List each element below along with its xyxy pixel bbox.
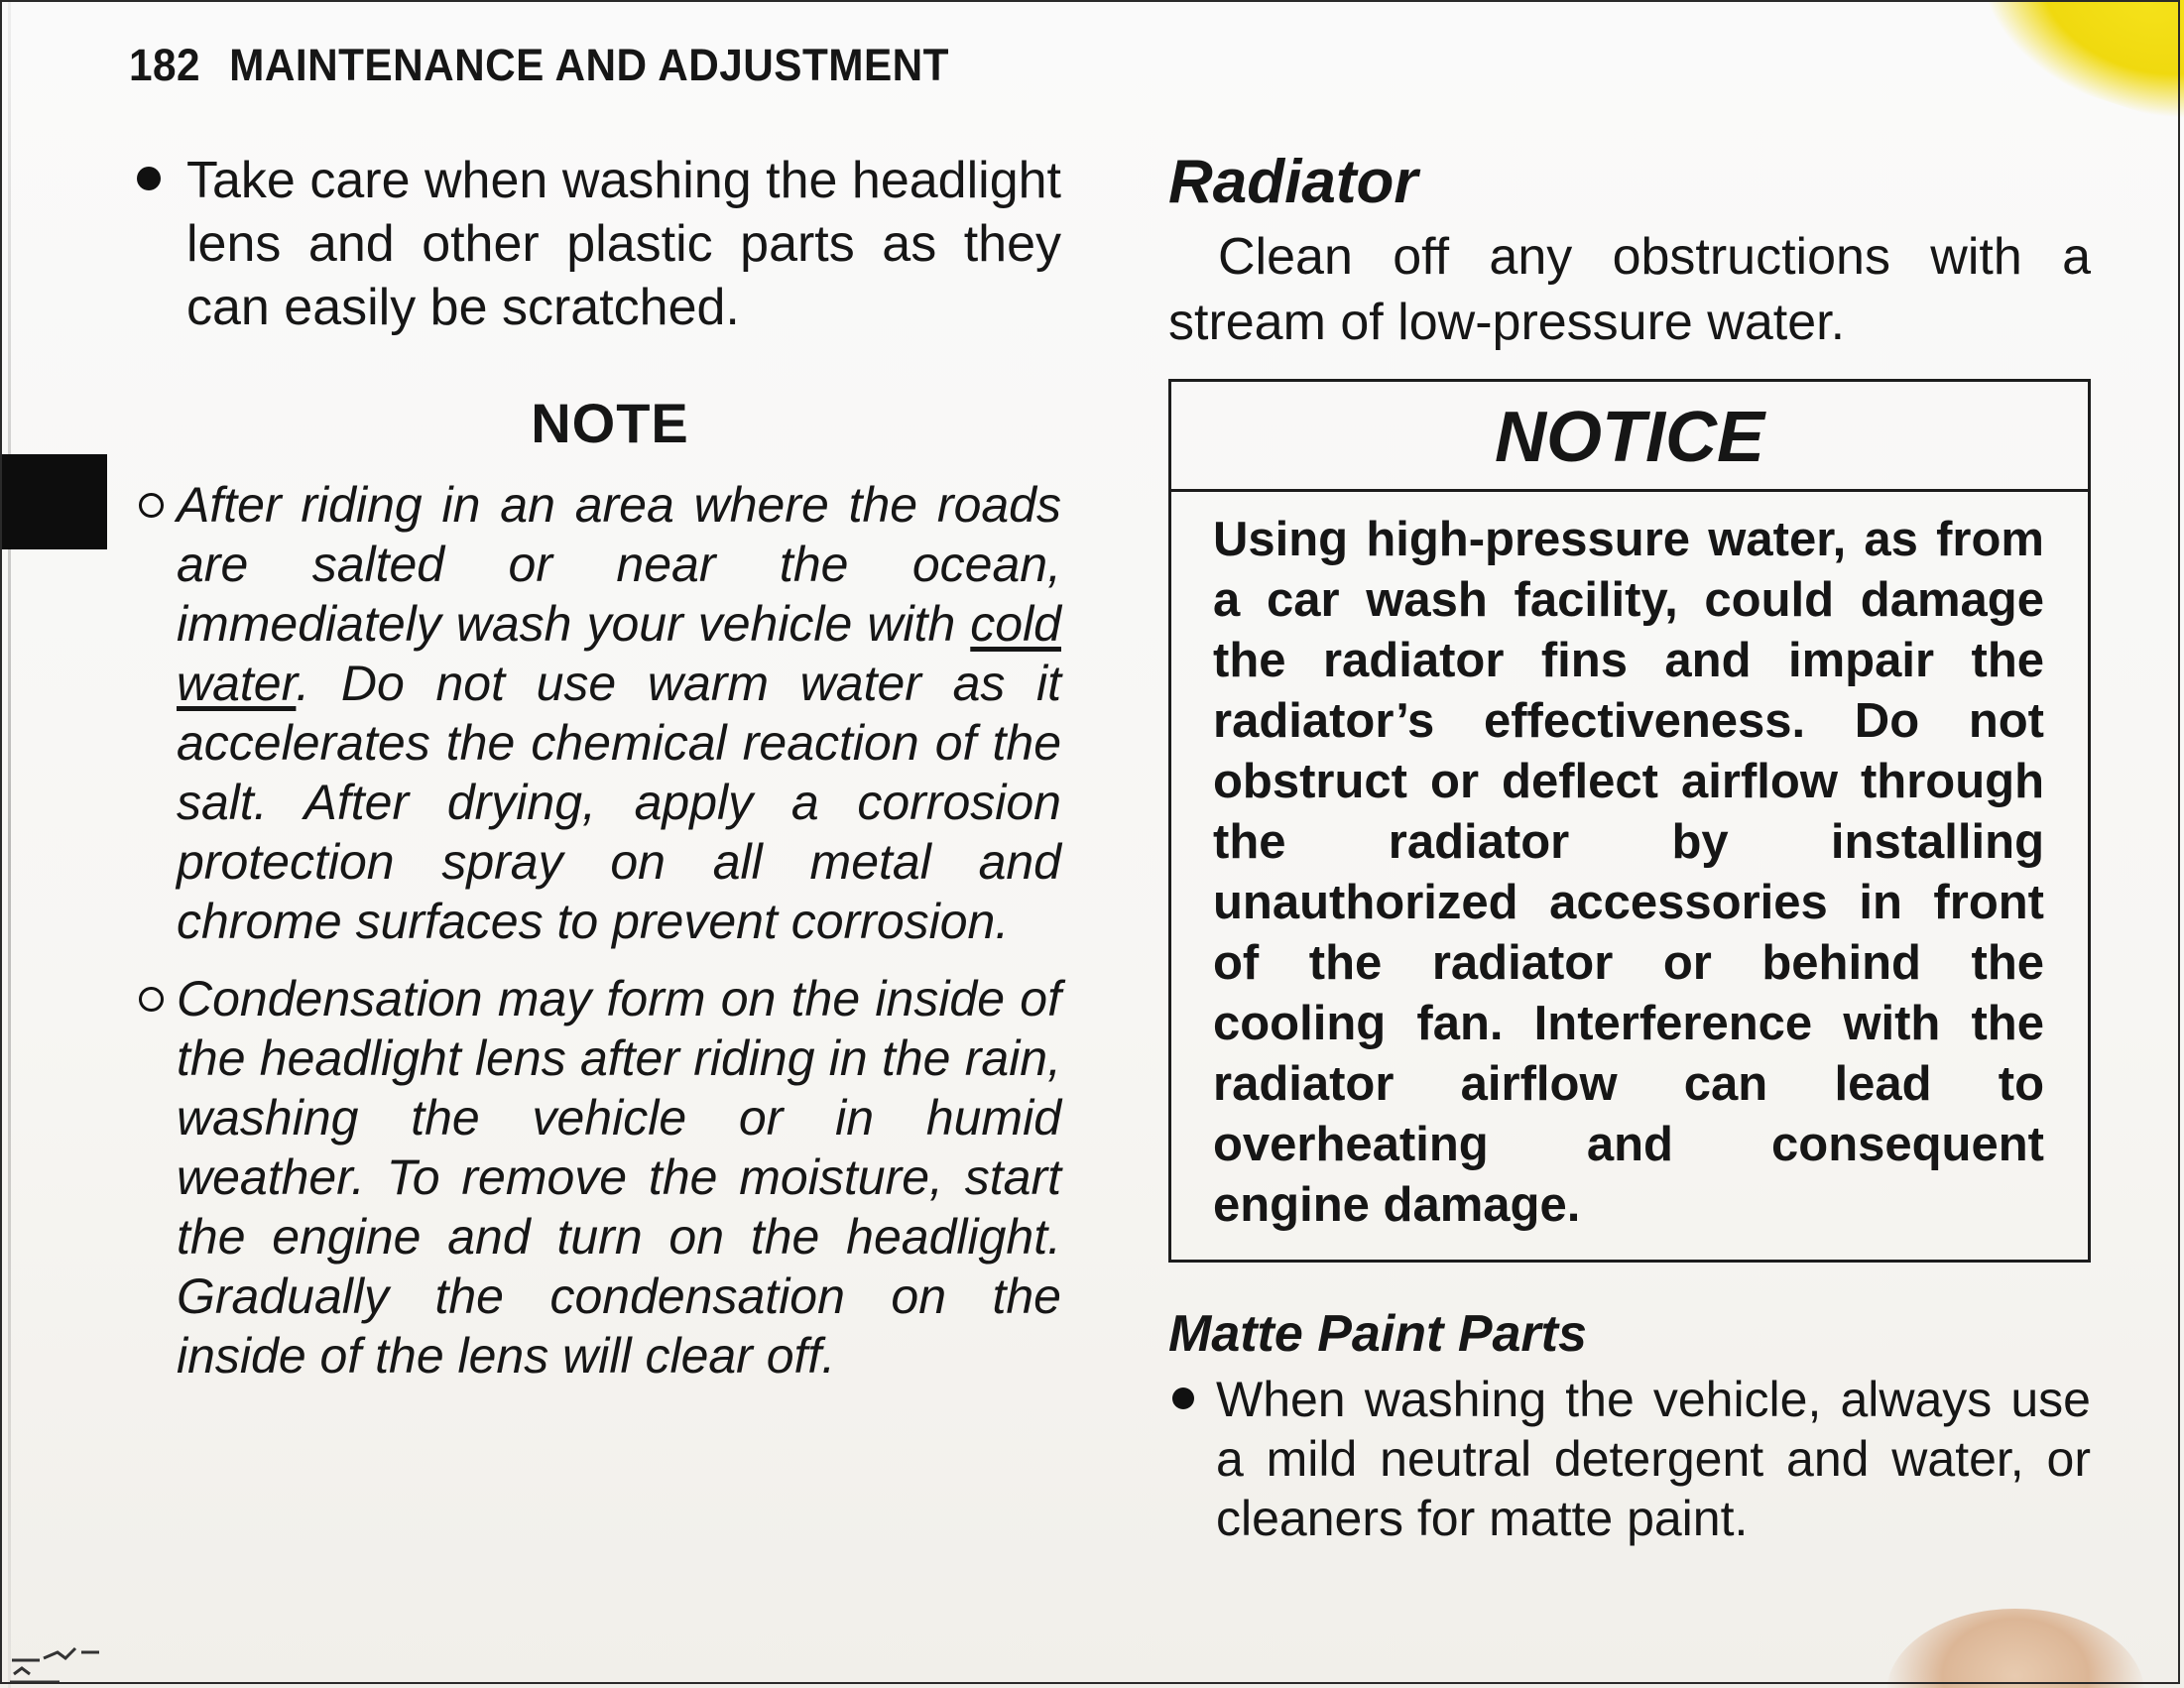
circle-bullet-icon <box>139 987 164 1012</box>
note-item-condensation <box>129 969 1061 1386</box>
left-column <box>129 149 1061 1386</box>
matte-paint-heading: Matte Paint Parts <box>1168 1305 1587 1363</box>
section-title: MAINTENANCE AND ADJUSTMENT <box>229 40 949 90</box>
radiator-text: Clean off any obstructions with a stream of low-pressure water. <box>1168 228 2091 351</box>
bullet-text: Take care when washing the headlight lens and other plastic parts as they can easily be scratched. <box>186 152 1061 336</box>
notice-text: Using high-pressure water, as from a car wash facility, could damage the radiator fins and impair the radiator’s effectiveness. Do not obstruct or deflect airflow through the radiator by installing unauthorized accessories in front of the radiator or behind the cooling fan. Interference with the radiator airflow can lead to overheating and consequent engine damage. <box>1213 513 2044 1232</box>
note-text-part-1: After riding in an area where the roads are salted or near the ocean, immediately wash your vehicle with <box>177 477 1061 652</box>
matte-paint-bullet <box>1168 1370 2091 1548</box>
bullet-icon <box>137 167 161 190</box>
yellow-object-corner <box>1955 0 2184 138</box>
page-binding-edge <box>8 0 11 1688</box>
notice-title: NOTICE <box>1171 382 2088 492</box>
radiator-heading: Radiator <box>1168 148 1418 216</box>
condensation-text: Condensation may form on the inside of the headlight lens after riding in the rain, washing the vehicle or in humid weather. To remove the moisture, start the engine and turn on the headlight. Gradually the condensation on the inside of the lens will clear off. <box>177 971 1061 1384</box>
page-header <box>129 40 949 91</box>
right-column <box>1168 147 2091 1548</box>
note-heading: NOTE <box>531 392 689 454</box>
corner-marks-icon <box>0 1609 109 1688</box>
circle-bullet-icon <box>139 493 164 518</box>
section-index-tab <box>0 454 107 549</box>
matte-paint-text: When washing the vehicle, always use a mild neutral detergent and water, or cleaners for matte paint. <box>1216 1372 2091 1546</box>
note-text-part-2: . Do not use warm water as it accelerates the chemical reaction of the salt. After drying, apply a corrosion protection spray on all metal and chrome surfaces to prevent corrosion. <box>177 656 1061 949</box>
note-item-salt <box>129 475 1061 951</box>
cold-water-underlined: cold water <box>177 596 1061 711</box>
notice-box <box>1168 379 2091 1263</box>
page-number: 182 <box>129 40 200 90</box>
finger-shadow <box>1886 1609 2144 1688</box>
bullet-icon <box>1172 1387 1194 1409</box>
plastic-parts-bullet <box>129 149 1061 339</box>
